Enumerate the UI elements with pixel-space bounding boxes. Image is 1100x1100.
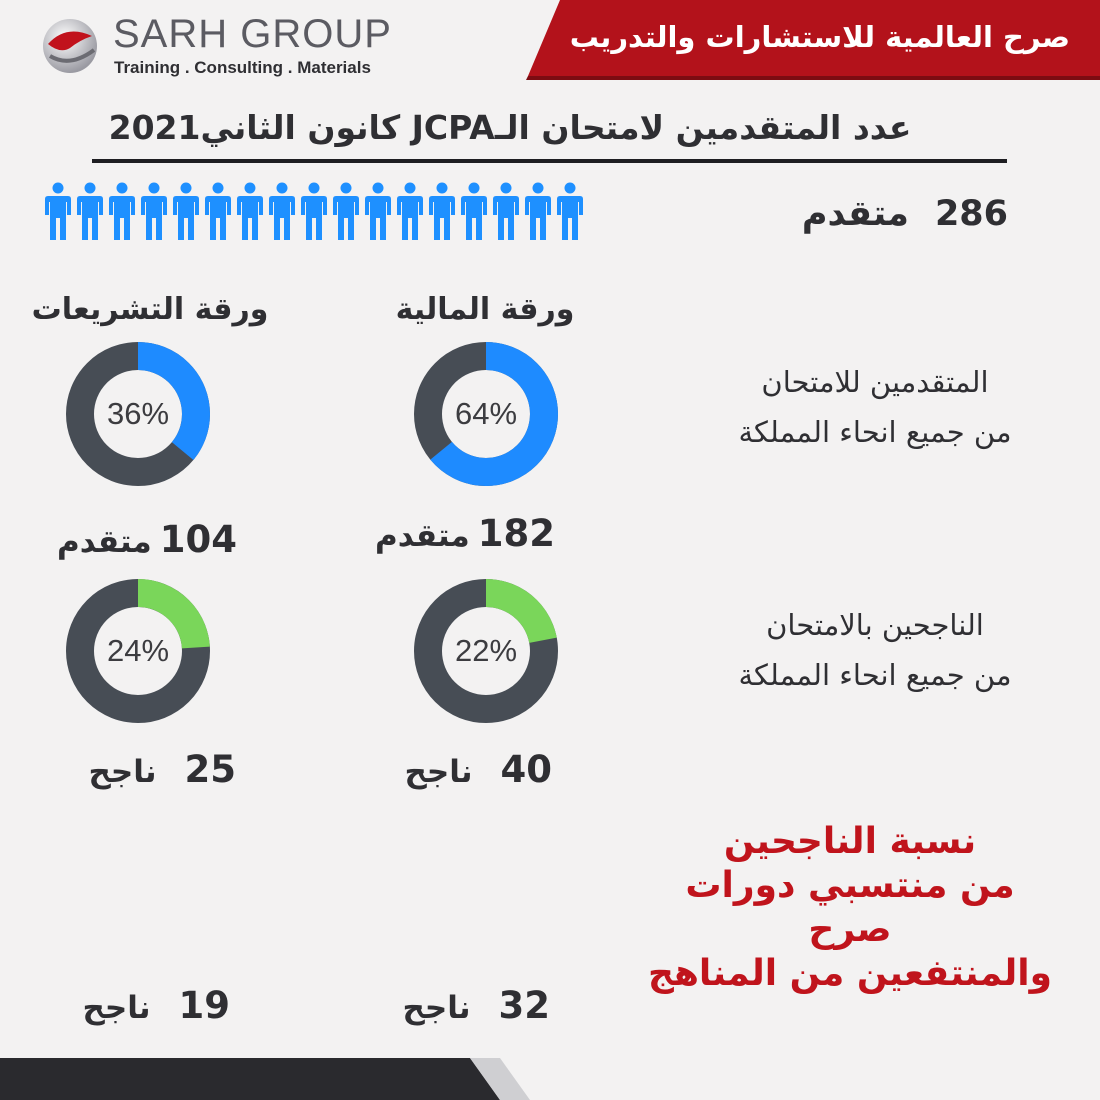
person-icon	[172, 182, 200, 240]
column-header-legislation: ورقة التشريعات	[31, 292, 269, 327]
footer-band	[0, 1050, 1100, 1100]
person-icon	[300, 182, 328, 240]
note-line-3: والمنتفعين من المناهج	[648, 953, 1052, 994]
donut-finance-passed	[411, 576, 561, 726]
person-icon	[364, 182, 392, 240]
person-icon	[332, 182, 360, 240]
count-unit: ناجح	[82, 990, 151, 1026]
sarh-count-legislation	[83, 984, 230, 1027]
donut-finance-applicants	[411, 339, 561, 489]
row-label-applicants-2: من جميع انحاء المملكة	[738, 415, 1012, 449]
total-unit: متقدم	[801, 194, 909, 234]
row-label-passed-1: الناجحين بالامتحان	[766, 608, 984, 642]
person-icon	[396, 182, 424, 240]
person-icon	[524, 182, 552, 240]
count-value: 19	[178, 984, 230, 1027]
donut-percent-label: 36%	[106, 396, 170, 431]
count-unit: ناجح	[402, 990, 471, 1026]
donut-percent-label: 24%	[106, 633, 170, 668]
sarh-pass-note	[640, 820, 1060, 996]
sarh-count-finance	[403, 984, 550, 1027]
count-value: 25	[184, 748, 236, 791]
count-value: 40	[500, 748, 552, 791]
count-value: 104	[159, 518, 237, 561]
note-line-1: نسبة الناجحين	[723, 821, 977, 862]
note-line-2: من منتسبي دورات صرح	[685, 865, 1015, 950]
count-unit: ناجح	[404, 754, 473, 790]
person-icon	[492, 182, 520, 240]
person-icon	[268, 182, 296, 240]
sarh-logo-icon	[36, 14, 106, 80]
person-icon	[460, 182, 488, 240]
person-icon	[236, 182, 264, 240]
total-applicants	[802, 194, 1008, 234]
count-unit: ناجح	[88, 754, 157, 790]
total-value: 286	[934, 194, 1008, 234]
person-icon	[44, 182, 72, 240]
count-value: 182	[477, 512, 555, 555]
count-legislation-applicants	[57, 518, 237, 561]
count-value: 32	[498, 984, 550, 1027]
person-icon	[140, 182, 168, 240]
row-label-passed-2: من جميع انحاء المملكة	[738, 658, 1012, 692]
banner-title: صرح العالمية للاستشارات والتدريب	[569, 20, 1070, 54]
donut-legislation-applicants	[63, 339, 213, 489]
logo-tagline: Training . Consulting . Materials	[114, 58, 371, 77]
donut-percent-label: 22%	[454, 633, 518, 668]
row-label-applicants-1: المتقدمين للامتحان	[761, 365, 989, 399]
logo-name: SARH GROUP	[113, 12, 392, 56]
count-unit: متقدم	[56, 524, 152, 560]
page-title: عدد المتقدمين لامتحان الـJCPA كانون الثاني2021	[108, 108, 912, 147]
column-header-finance: ورقة المالية	[395, 292, 575, 327]
person-icon	[556, 182, 584, 240]
count-legislation-passed	[89, 748, 236, 791]
title-divider	[92, 159, 1007, 163]
person-icon	[204, 182, 232, 240]
donut-legislation-passed	[63, 576, 213, 726]
person-icon	[108, 182, 136, 240]
person-icon	[76, 182, 104, 240]
count-unit: متقدم	[374, 518, 470, 554]
donut-percent-label: 64%	[454, 396, 518, 431]
count-finance-applicants	[375, 512, 555, 555]
count-finance-passed	[405, 748, 552, 791]
person-icon	[428, 182, 456, 240]
